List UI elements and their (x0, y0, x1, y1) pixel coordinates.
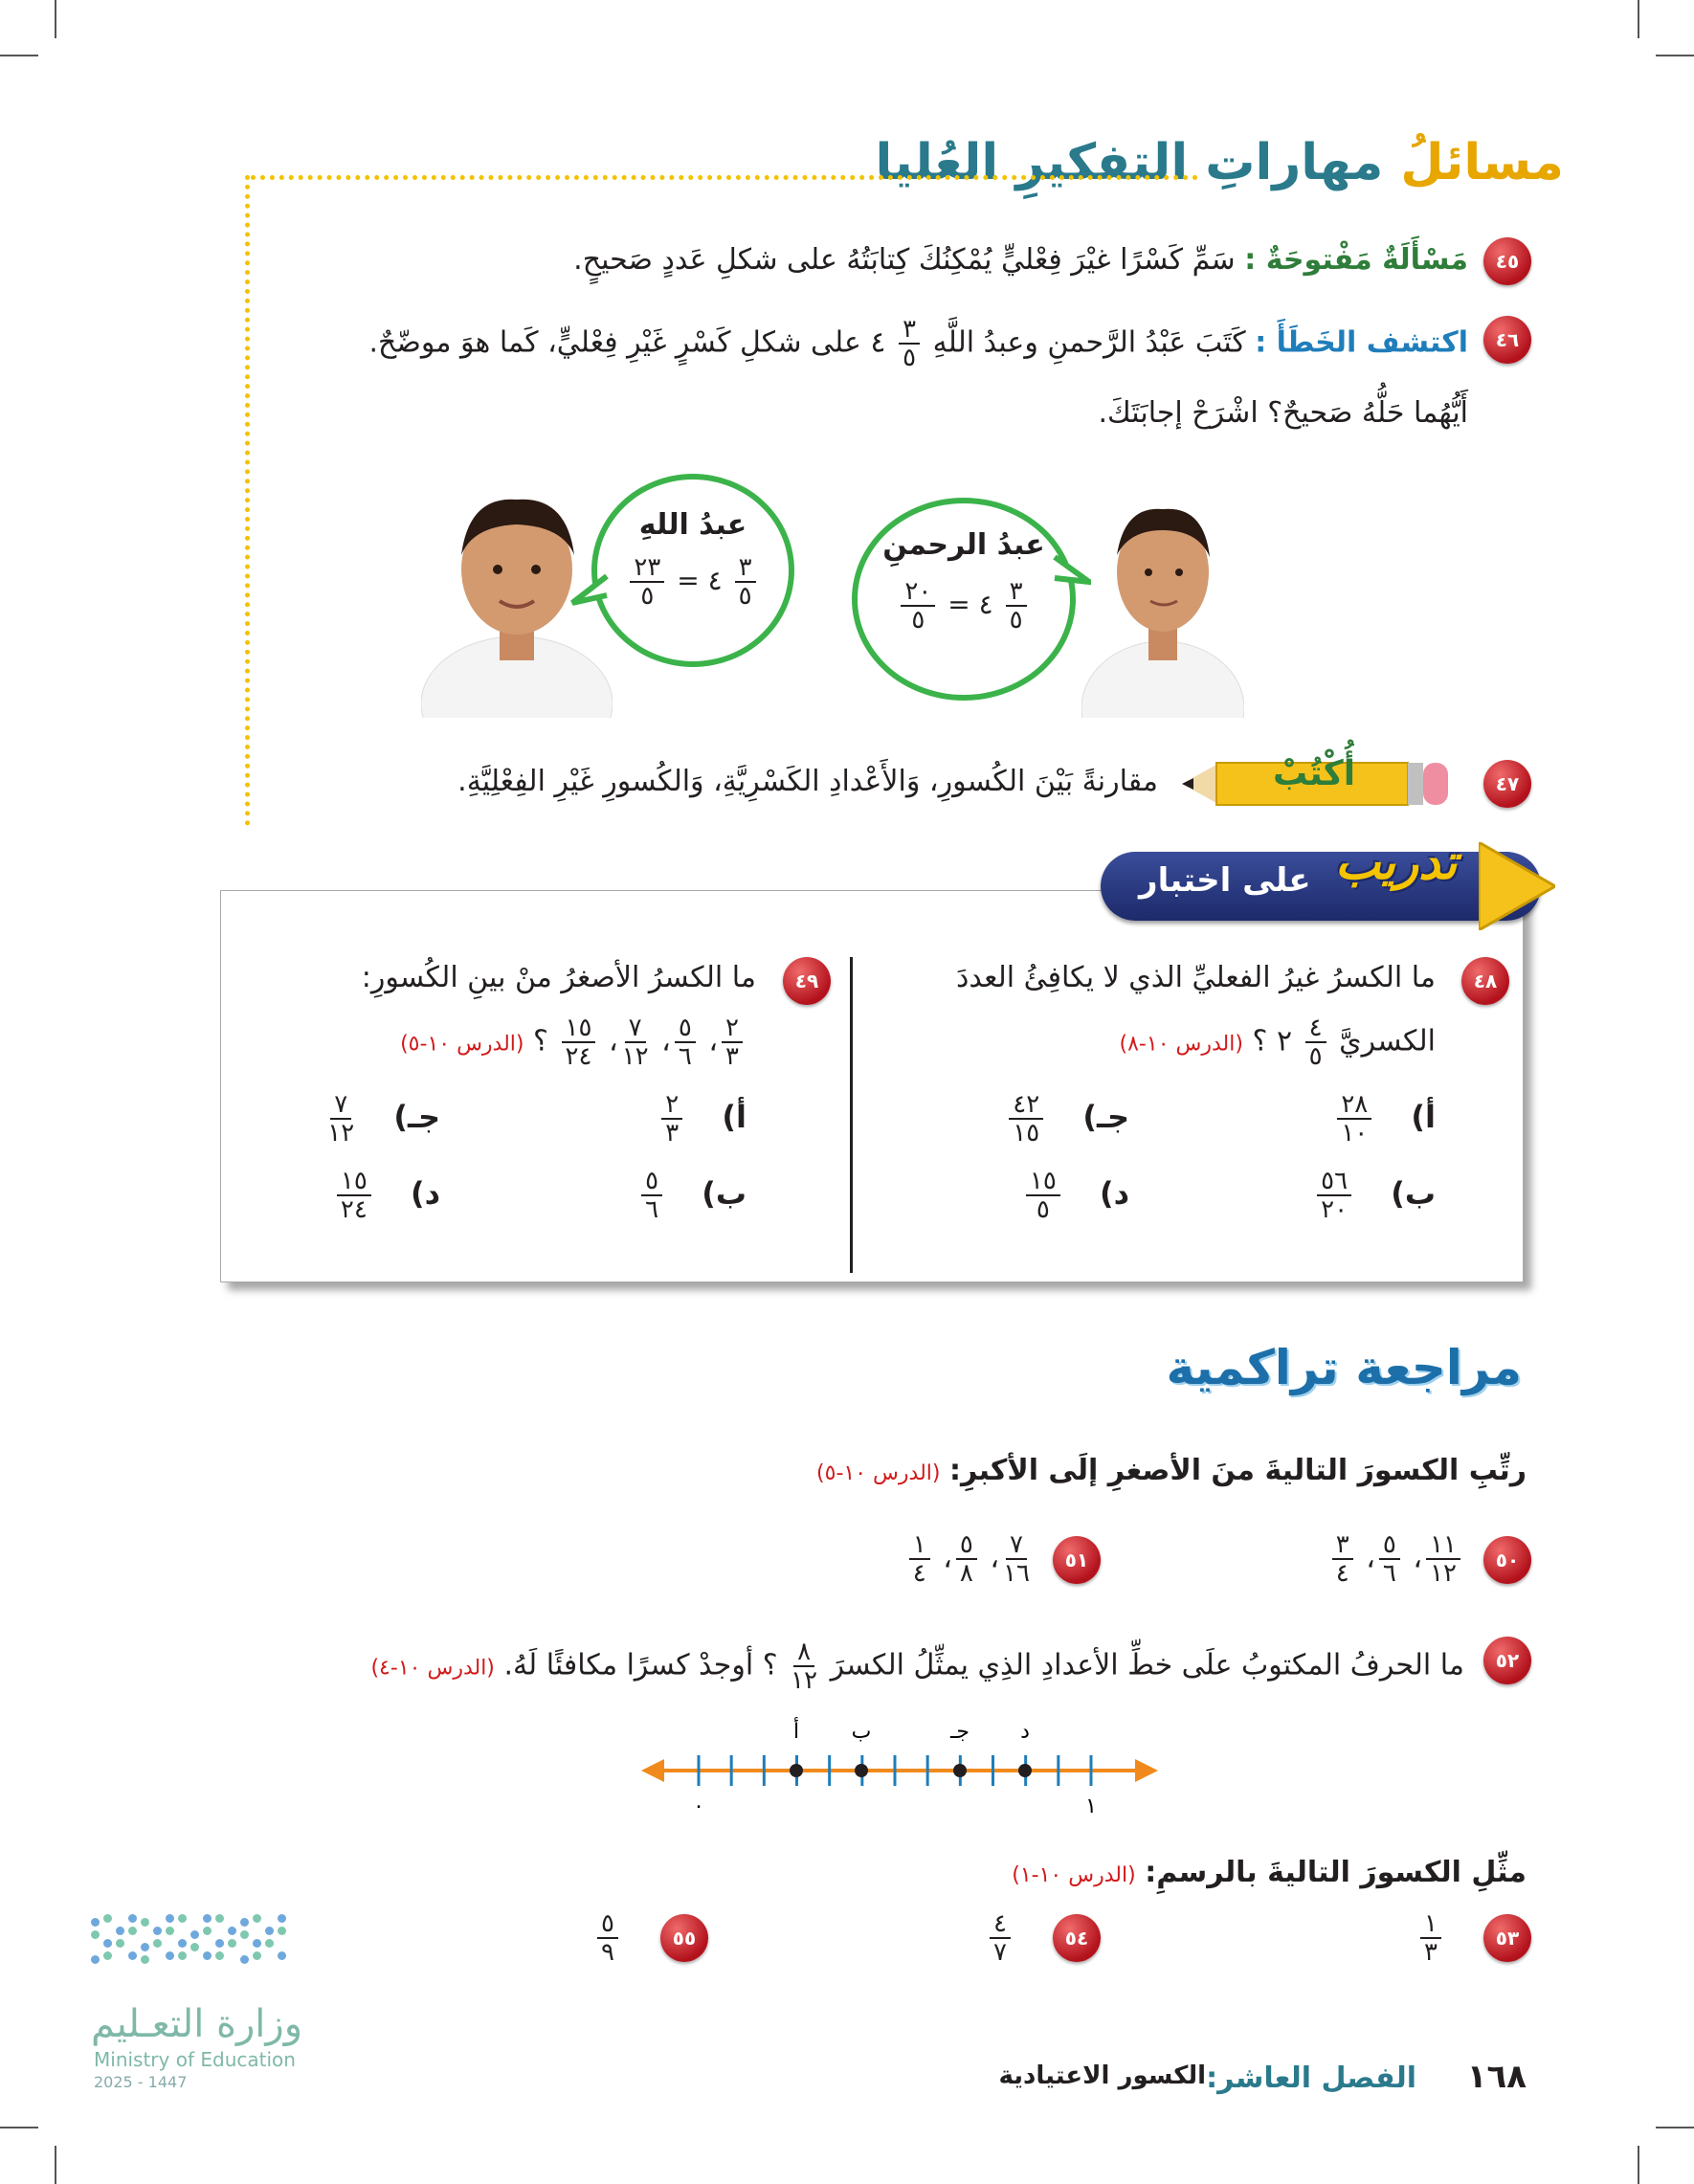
denominator: ٥ (1009, 606, 1023, 635)
mixed-fraction (1305, 1014, 1326, 1070)
question-label: اكتشف الخَطَأَ : (1255, 325, 1468, 360)
logo-dot (203, 1927, 212, 1935)
logo-dot (166, 1914, 174, 1923)
logo-dot (178, 1951, 187, 1960)
numerator: ٢٣ (630, 554, 664, 583)
numerator: ٥ (675, 1014, 696, 1043)
denominator: ١٥ (1013, 1119, 1040, 1148)
logo-dot (153, 1927, 162, 1935)
bubble-tail (570, 574, 609, 613)
question-badge: ٤٥ (1483, 237, 1531, 285)
question-46 (368, 316, 1468, 371)
review-title: مراجعة تراكمية (1166, 1340, 1522, 1395)
question-badge: ٥١ (1053, 1536, 1101, 1584)
bubble-equation: $\frac{٢٠}{٥}$ = ٤ $\frac{٣}{٥}$ (858, 578, 1070, 634)
logo-dot (178, 1914, 187, 1923)
option-letter: ب) (702, 1175, 747, 1212)
tick-label-zero: ٠ (693, 1794, 704, 1818)
denominator: ٤ (912, 1559, 926, 1588)
logo-dot (265, 1939, 274, 1948)
dotted-rule (251, 175, 1198, 180)
section-title-hot (876, 134, 1564, 191)
page-number: ١٦٨ (1466, 2058, 1527, 2096)
option-d[interactable] (1022, 1168, 1129, 1223)
numerator: ٢ (722, 1014, 743, 1043)
crop-mark (55, 0, 56, 38)
logo-dot (265, 1927, 274, 1935)
question-50-fractions: $\frac{١١}{١٢}$ ، $\frac{٥}{٦}$ ، $\frac{٣}{٤}$ (1328, 1531, 1464, 1587)
question-48-line1: ما الكسرُ غيرُ الفعليِّ الذي لا يكافِئُ العددَ (956, 961, 1436, 994)
denominator: ٥ (1308, 1042, 1323, 1071)
question-53-fraction (1416, 1910, 1445, 1966)
point-label-b: ب (851, 1720, 872, 1744)
point-c (953, 1764, 967, 1777)
denominator: ١٢ (621, 1042, 649, 1071)
speech-bubble-abdulrahman (852, 498, 1076, 701)
instruction-text: مثِّلِ الكسورَ التاليةَ بالرسمِ: (1145, 1856, 1527, 1889)
question-mark: ؟ (1252, 1024, 1268, 1059)
option-letter: أ) (722, 1099, 747, 1135)
logo-dot (278, 1914, 286, 1923)
question-badge: ٤٦ (1483, 316, 1531, 364)
instruction-text: رتِّبِ الكسورَ التاليةَ منَ الأصغرِ إلَى الأكبرِ: (949, 1454, 1527, 1487)
logo-dot (215, 1951, 224, 1960)
crop-mark (1638, 0, 1639, 38)
denominator: ٢٤ (340, 1195, 368, 1224)
lesson-reference: (الدرس ١٠-٨) (1119, 1032, 1243, 1057)
numerator: ٣ (899, 316, 920, 345)
point-d (1018, 1764, 1032, 1777)
mixed-whole: ٤ (978, 589, 993, 620)
logo-dot (240, 1918, 249, 1927)
point-b (855, 1764, 868, 1777)
logo-dot (240, 1930, 249, 1939)
denominator: ٦ (645, 1195, 659, 1224)
option-d[interactable] (333, 1168, 440, 1223)
denominator: ١٢ (791, 1666, 818, 1695)
question-text: ما الحرفُ المكتوبُ علَى خطِّ الأعدادِ الذِي يمثِّلُ الكسرَ (830, 1648, 1464, 1683)
question-label: مَسْأَلَةٌ مَفْتوحَةٌ : (1244, 243, 1468, 277)
option-letter: أ) (1411, 1099, 1436, 1135)
question-48-line2 (1120, 1014, 1437, 1070)
bubble-equation: $\frac{٢٣}{٥}$ = ٤ $\frac{٣}{٥}$ (597, 554, 789, 610)
logo-dot (103, 1951, 112, 1960)
numerator: ٥ (1379, 1531, 1400, 1560)
question-badge: ٤٩ (783, 957, 831, 1005)
question-51-fractions: $\frac{٧}{١٦}$ ، $\frac{٥}{٨}$ ، $\frac{١}{٤}$ (905, 1531, 1034, 1587)
logo-dot (278, 1927, 286, 1935)
lesson-reference: (الدرس ١٠-٥) (816, 1461, 941, 1485)
logo-dot (215, 1939, 224, 1948)
point-label-d: د (1020, 1720, 1030, 1744)
numerator: ٧ (625, 1014, 646, 1043)
point-label-c: جـ (949, 1720, 970, 1744)
numerator: ٢٨ (1337, 1091, 1371, 1120)
mixed-fraction (899, 316, 920, 371)
numerator: ١ (1420, 1910, 1441, 1939)
option-letter: د) (1099, 1175, 1129, 1212)
logo-dot (128, 1927, 137, 1935)
logo-dot (116, 1939, 124, 1948)
option-a[interactable] (1333, 1091, 1436, 1147)
logo-dot (253, 1914, 261, 1923)
denominator: ٣ (725, 1042, 739, 1071)
denominator: ٣ (1424, 1938, 1438, 1967)
denominator: ١٦ (1003, 1559, 1030, 1588)
numerator: ٧ (1006, 1531, 1027, 1560)
question-badge: ٥٣ (1483, 1914, 1531, 1962)
denominator: ٦ (1382, 1559, 1396, 1588)
section-title-ring: مسائلُ (1400, 134, 1564, 191)
logo-dot (91, 1918, 100, 1927)
numerator: ٨ (793, 1638, 814, 1667)
logo-dot (128, 1951, 137, 1960)
write-label: أُكْتُبْ (1273, 754, 1356, 793)
denominator: ٢٠ (1321, 1195, 1349, 1224)
bubble-name: عبدُ اللهِ (638, 508, 747, 542)
logo-dot (190, 1943, 199, 1951)
logo-dot (278, 1951, 286, 1960)
question-52 (370, 1638, 1464, 1694)
denominator: ٩ (601, 1938, 614, 1967)
option-letter: جـ) (393, 1099, 440, 1135)
logo-dot (153, 1939, 162, 1948)
option-letter: ب) (1391, 1175, 1436, 1212)
lesson-reference: (الدرس ١٠-٤) (370, 1656, 495, 1681)
student-photo-abdulrahman (1081, 488, 1244, 718)
crop-mark (1656, 2127, 1694, 2128)
denominator: ٥ (1036, 1195, 1050, 1224)
question-badge: ٤٨ (1461, 957, 1509, 1005)
logo-dot (253, 1939, 261, 1948)
denominator: ١٢ (1430, 1559, 1457, 1588)
crop-mark (0, 55, 38, 56)
numerator: ٤٢ (1009, 1091, 1043, 1120)
numerator: ٥ (956, 1531, 977, 1560)
logo-dot (253, 1951, 261, 1960)
logo-dot (116, 1927, 124, 1935)
numerator: ٣ (1006, 578, 1027, 607)
ministry-arabic-name: وزارة التعـليم (91, 2002, 303, 2046)
question-badge: ٥٤ (1053, 1914, 1101, 1962)
numerator: ٤ (990, 1910, 1011, 1939)
denominator: ٦ (678, 1042, 692, 1071)
crop-mark (1638, 2146, 1639, 2184)
logo-dot (203, 1951, 212, 1960)
numerator: ٢٠ (901, 578, 935, 607)
numerator: ١٥ (337, 1168, 371, 1196)
denominator: ٥ (738, 582, 752, 611)
draw-instruction (1012, 1852, 1527, 1897)
question-49-line1: ما الكسرُ الأصغرُ منْ بينِ الكُسورِ: (361, 961, 756, 994)
option-b[interactable] (1313, 1168, 1436, 1223)
point-label-a: أ (792, 1720, 800, 1744)
logo-dot (166, 1951, 174, 1960)
denominator: ٤ (1335, 1559, 1349, 1588)
logo-dot (240, 1955, 249, 1964)
numerator: ٤ (1305, 1014, 1326, 1043)
logo-dot (166, 1927, 174, 1935)
bubble-name: عبدُ الرحمنِ (882, 528, 1045, 562)
crop-mark (0, 2127, 38, 2128)
chapter-title: الكسور الاعتيادية (998, 2061, 1206, 2090)
logo-dot (228, 1927, 236, 1935)
test-practice-logo: تدريب (1335, 835, 1458, 890)
question-mark: ؟ (533, 1024, 548, 1059)
ministry-english-name: Ministry of Education (94, 2048, 296, 2071)
question-54-fraction (986, 1910, 1014, 1966)
question-text: ؟ أوجدْ كسرًا مكافئًا لَهُ. (503, 1648, 778, 1683)
crop-mark (1656, 55, 1694, 56)
point-a (790, 1764, 803, 1777)
test-practice-subtitle: على اختبار (1139, 861, 1311, 900)
ministry-year: 2025 - 1447 (94, 2073, 188, 2091)
option-c[interactable] (1005, 1091, 1129, 1147)
tick-label-one: ١ (1085, 1794, 1097, 1818)
denominator: ١٢ (327, 1119, 355, 1148)
option-a[interactable] (658, 1091, 747, 1147)
mixed-whole: ٢ (1276, 1024, 1293, 1059)
chapter-label: الفصل العاشر: (1206, 2061, 1416, 2095)
question-badge: ٥٥ (660, 1914, 708, 1962)
logo-dot (103, 1914, 112, 1923)
numerator: ١١ (1426, 1531, 1460, 1560)
denominator: ٢٤ (565, 1042, 592, 1071)
crop-mark (55, 2146, 56, 2184)
option-letter: جـ) (1082, 1099, 1129, 1135)
numerator: ٧ (330, 1091, 351, 1120)
order-instruction (816, 1450, 1527, 1495)
numerator: ٥ (597, 1910, 618, 1939)
numerator: ١٥ (562, 1014, 596, 1043)
column-divider (850, 957, 853, 1273)
logo-dot (228, 1939, 236, 1948)
question-text: سَمِّ كَسْرًا غيْرَ فِعْليٍّ يُمْكِنُكَ كِتابَتُهُ على شكلِ عَددٍ صَحيحٍ. (573, 243, 1236, 277)
logo-dot (178, 1939, 187, 1948)
option-c[interactable] (323, 1091, 440, 1147)
question-badge: ٥٢ (1483, 1637, 1531, 1684)
ministry-logo-icon (91, 1914, 301, 1972)
logo-dot (141, 1955, 149, 1964)
denominator: ٣ (665, 1119, 680, 1148)
numerator: ٣ (735, 554, 756, 583)
logo-dot (190, 1930, 199, 1939)
numerator: ١ (909, 1531, 930, 1560)
lesson-reference: (الدرس ١٠-٥) (400, 1032, 524, 1057)
mixed-whole: ٤ (870, 325, 886, 360)
denominator: ٥ (911, 606, 925, 635)
question-45 (573, 239, 1468, 281)
logo-dot (128, 1914, 137, 1923)
denominator: ١٠ (1341, 1119, 1369, 1148)
denominator: ٥ (640, 582, 655, 611)
logo-dot (91, 1930, 100, 1939)
number-line (641, 1713, 1158, 1818)
lesson-reference: (الدرس ١٠-١) (1012, 1863, 1136, 1887)
question-49-line2: $\frac{٢}{٣}$ ، $\frac{٥}{٦}$ ، $\frac{٧}{١٢}$ ، $\frac{١٥}{٢٤}$ ؟ (الدرس ١٠-٥) (400, 1014, 747, 1070)
banner-arrow-icon (1479, 842, 1555, 930)
question-text: كَتَبَ عَبْدُ الرَّحمنِ وعبدُ اللَّهِ (932, 325, 1246, 360)
option-b[interactable] (637, 1168, 747, 1223)
question-46-line2: أَيُّهُما حَلُّهُ صَحيحٌ؟ اشْرَحْ إجابَتَكَ. (1098, 396, 1468, 430)
question-text: الكسريَّ (1339, 1024, 1436, 1059)
denominator: ٥ (903, 344, 917, 372)
numerator: ١٥ (1026, 1168, 1060, 1196)
denominator: ٨ (959, 1559, 973, 1588)
numerator: ٢ (661, 1091, 682, 1120)
question-badge: ٤٧ (1483, 760, 1531, 808)
numerator: ٥٦ (1317, 1168, 1351, 1196)
mixed-whole: ٤ (707, 565, 723, 596)
logo-dot (91, 1955, 100, 1964)
logo-dot (141, 1918, 149, 1927)
option-letter: د) (410, 1175, 440, 1212)
question-47-text: مقارنةً بَيْنَ الكُسورِ، وَالأَعْدادِ الكَسْرِيَّةِ، وَالكُسورِ غَيْرِ الفِعْلِيَّةِ. (457, 765, 1158, 798)
denominator: ٧ (993, 1938, 1007, 1967)
logo-dot (103, 1939, 112, 1948)
logo-dot (141, 1943, 149, 1951)
question-55-fraction (593, 1910, 622, 1966)
question-badge: ٥٠ (1483, 1536, 1531, 1584)
question-text: على شكلِ كَسْرٍ غَيْرِ فِعْليٍّ، كَما هوَ موضّحٌ. (368, 325, 861, 360)
logo-dot (215, 1914, 224, 1923)
logo-dot (203, 1914, 212, 1923)
numerator: ٣ (1332, 1531, 1353, 1560)
numerator: ٥ (641, 1168, 662, 1196)
section-title-text: مهاراتِ التفكيرِ العُليا (875, 134, 1384, 191)
dotted-rule-vertical (245, 175, 250, 826)
speech-bubble-abdullah (591, 474, 794, 667)
